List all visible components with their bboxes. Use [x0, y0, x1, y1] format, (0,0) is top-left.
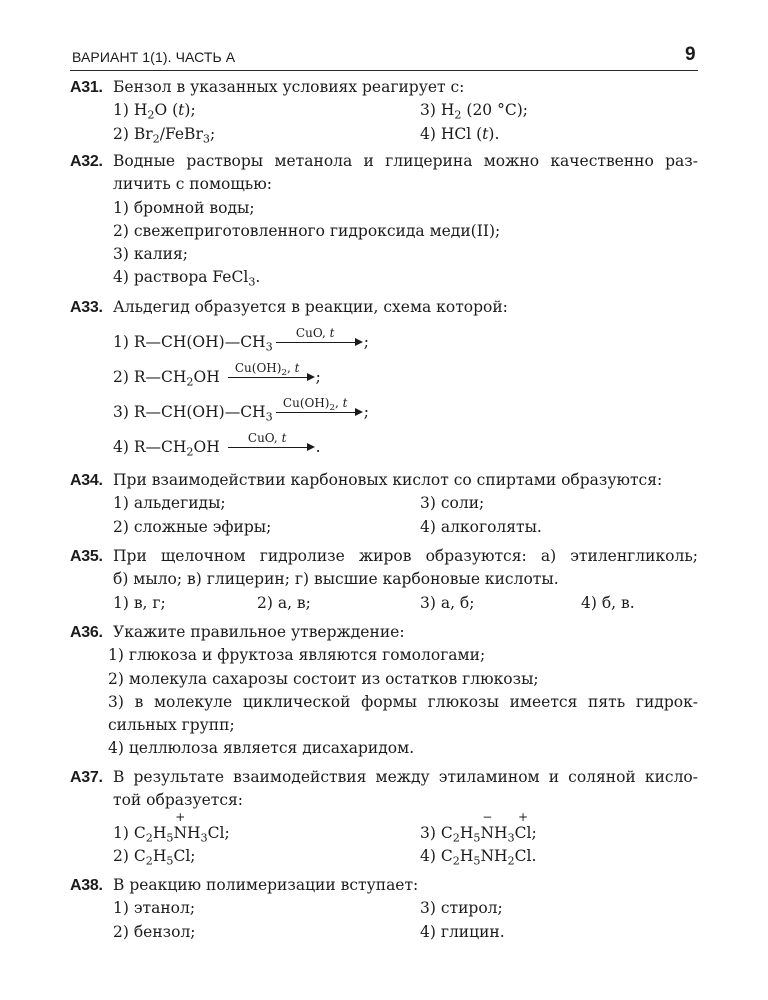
answer-option-2: 2) $R—CH_2OH$ $Cu(OH)_2$, t ; [113, 360, 321, 389]
arrow-shaft [276, 412, 355, 413]
question-text: При взаимодействии карбоновых кислот со спиртами образуются: [113, 471, 663, 489]
subscript: 2 [186, 445, 194, 459]
answer-option-4: 4) $R—CH_2OH$ CuO, t . [113, 430, 321, 459]
subscript: 3 [248, 276, 256, 290]
answer-option-4: 4) $C_2H_5NH_2Cl$. [420, 846, 537, 868]
reaction-arrow [276, 395, 362, 417]
italic-symbol: t [281, 430, 287, 445]
running-title: ВАРИАНТ 1(1). ЧАСТЬ А [72, 49, 236, 65]
answer-option-1: 1) глюкоза и фруктоза являются гомологами; [108, 646, 486, 665]
reaction-conditions: $Cu(OH)_2$, t [282, 395, 348, 413]
question-number: А31. [70, 79, 103, 96]
charged-atom: N + [173, 809, 188, 842]
italic-symbol: t [329, 325, 335, 340]
question-text: Укажите правильное утверждение: [113, 623, 405, 641]
subscript: 3 [265, 340, 273, 354]
subscript: 2 [507, 854, 515, 868]
question-text: Альдегид образуется в реакции, схема которой: [113, 298, 508, 316]
question-a34 [70, 469, 698, 539]
charged-atom: Cl + [514, 809, 532, 842]
subscript: 3 [200, 831, 208, 845]
question-number: А38. [70, 877, 103, 894]
question-text: В результате взаимодействия между этиламином и соляной кисло- [113, 768, 698, 786]
answer-option-1: 1) альдегиды; [113, 494, 226, 513]
question-a31 [70, 76, 698, 146]
answer-option-2: 2) сложные эфиры; [113, 517, 272, 536]
answer-options [113, 592, 698, 615]
answer-option-3: 3) $H_2$ (20 °C); [420, 101, 528, 122]
subscript: 2 [145, 831, 153, 845]
answer-option-1: 1) $R—CH(OH)—CH_3$ CuO, t ; [113, 325, 369, 354]
answer-option-4: 4) глицин. [420, 922, 505, 941]
answer-options [113, 492, 698, 539]
question-number: А36. [70, 624, 103, 641]
reaction-arrow [276, 325, 362, 347]
answer-option-line: сильных групп; [108, 716, 235, 735]
charge-sign: − [482, 809, 493, 824]
subscript: 2 [186, 375, 194, 389]
answer-option-4: 4) раствора FeCl$_3$. [113, 268, 261, 290]
answer-options [113, 809, 698, 869]
subscript: 5 [166, 854, 174, 868]
answer-option-3 [108, 691, 698, 738]
subscript: 2 [145, 854, 153, 868]
page-number: 9 [685, 44, 696, 65]
answer-options [113, 319, 698, 459]
reaction-conditions: CuO, t [295, 325, 335, 340]
question-text: Водные растворы метанола и глицерина можно качественно раз- [113, 152, 698, 170]
italic-symbol: t [178, 101, 185, 120]
subscript: 2 [452, 854, 460, 868]
answer-options [113, 197, 698, 290]
subscript: 3 [202, 132, 210, 146]
answer-option-3: 3) $C_2H_5N$ − $H_3Cl$ + ; [420, 809, 537, 845]
answer-option-3: 3) а, б; [420, 593, 475, 612]
answer-option-4: 4) алкоголяты. [420, 517, 542, 536]
question-number: А35. [70, 548, 103, 565]
answer-option-1: 1) в, г; [113, 593, 166, 612]
answer-option-2: 2) $Br_2/FeBr_3$; [113, 124, 216, 146]
subscript: 2 [454, 108, 462, 122]
italic-symbol: t [482, 124, 489, 143]
reaction-arrow [228, 430, 314, 452]
subscript: 2 [329, 402, 335, 413]
question-a35 [70, 545, 698, 615]
question-a38 [70, 874, 698, 944]
question-text: личить с помощью: [113, 175, 272, 194]
question-a32 [70, 150, 698, 290]
answer-options [108, 644, 698, 760]
reaction-arrow [228, 360, 314, 382]
subscript: 5 [473, 831, 481, 845]
answer-options [113, 99, 698, 146]
arrow-shaft [228, 377, 307, 378]
subscript: 5 [166, 831, 174, 845]
answer-option-1: 1) бромной воды; [113, 198, 255, 217]
header-rule [70, 70, 698, 71]
subscript: 2 [452, 831, 460, 845]
answer-option-2: 2) а, в; [257, 593, 311, 612]
reaction-conditions: CuO, t [247, 430, 287, 445]
answer-option-2: 2) $C_2H_5Cl$; [113, 846, 196, 868]
answer-option-1: 1) $C_2H_5N$ + $H_3Cl$; [113, 809, 230, 845]
italic-symbol: t [294, 360, 300, 375]
question-a37 [70, 766, 698, 868]
charge-sign: + [175, 809, 186, 824]
answer-option-4: 4) HCl (t). [420, 124, 500, 143]
answer-option-3: 3) $R—CH(OH)—CH_3$ $Cu(OH)_2$, t ; [113, 395, 369, 424]
answer-option-3: 3) стирол; [420, 899, 503, 918]
answer-option-1: 1) этанол; [113, 899, 196, 918]
question-text: В реакцию полимеризации вступает: [113, 876, 419, 894]
answer-option-1: 1) $H_2O$ (t); [113, 101, 196, 122]
question-number: А32. [70, 153, 103, 170]
subscript: 3 [507, 831, 515, 845]
subscript: 2 [281, 367, 287, 378]
answer-options [113, 897, 698, 944]
question-number: А34. [70, 472, 103, 489]
reaction-conditions: $Cu(OH)_2$, t [234, 360, 300, 378]
answer-option-4: 4) целлюлоза является дисахаридом. [108, 739, 415, 758]
charge-sign: + [518, 809, 529, 824]
italic-symbol: t [342, 395, 348, 410]
arrow-shaft [276, 342, 355, 343]
question-a33 [70, 296, 698, 459]
question-text: При щелочном гидролизе жиров образуются: а) этиленгликоль; [113, 547, 698, 565]
answer-option-2: 2) молекула сахарозы состоит из остатков глюкозы; [108, 669, 539, 688]
question-a36 [70, 621, 698, 761]
subscript: 2 [147, 108, 155, 122]
subscript: 3 [265, 410, 273, 424]
subscript: 2 [152, 132, 160, 146]
question-number: А37. [70, 769, 103, 786]
answer-option-2: 2) бензол; [113, 922, 196, 941]
question-text: б) мыло; в) глицерин; г) высшие карбоновые кислоты. [113, 570, 559, 589]
charged-atom: N − [480, 809, 495, 842]
question-number: А33. [70, 299, 103, 316]
question-text: той образуется: [113, 791, 243, 810]
answer-option-2: 2) свежеприготовленного гидроксида меди(II); [113, 221, 501, 240]
answer-option-3: 3) калия; [113, 245, 188, 264]
answer-option-line: 3) в молекуле циклической формы глюкозы имеется пять гидрок- [108, 692, 698, 711]
subscript: 5 [473, 854, 481, 868]
question-text: Бензол в указанных условиях реагирует с: [113, 78, 465, 96]
arrow-shaft [228, 447, 307, 448]
answer-option-3: 3) соли; [420, 494, 485, 513]
answer-option-4: 4) б, в. [581, 593, 635, 612]
